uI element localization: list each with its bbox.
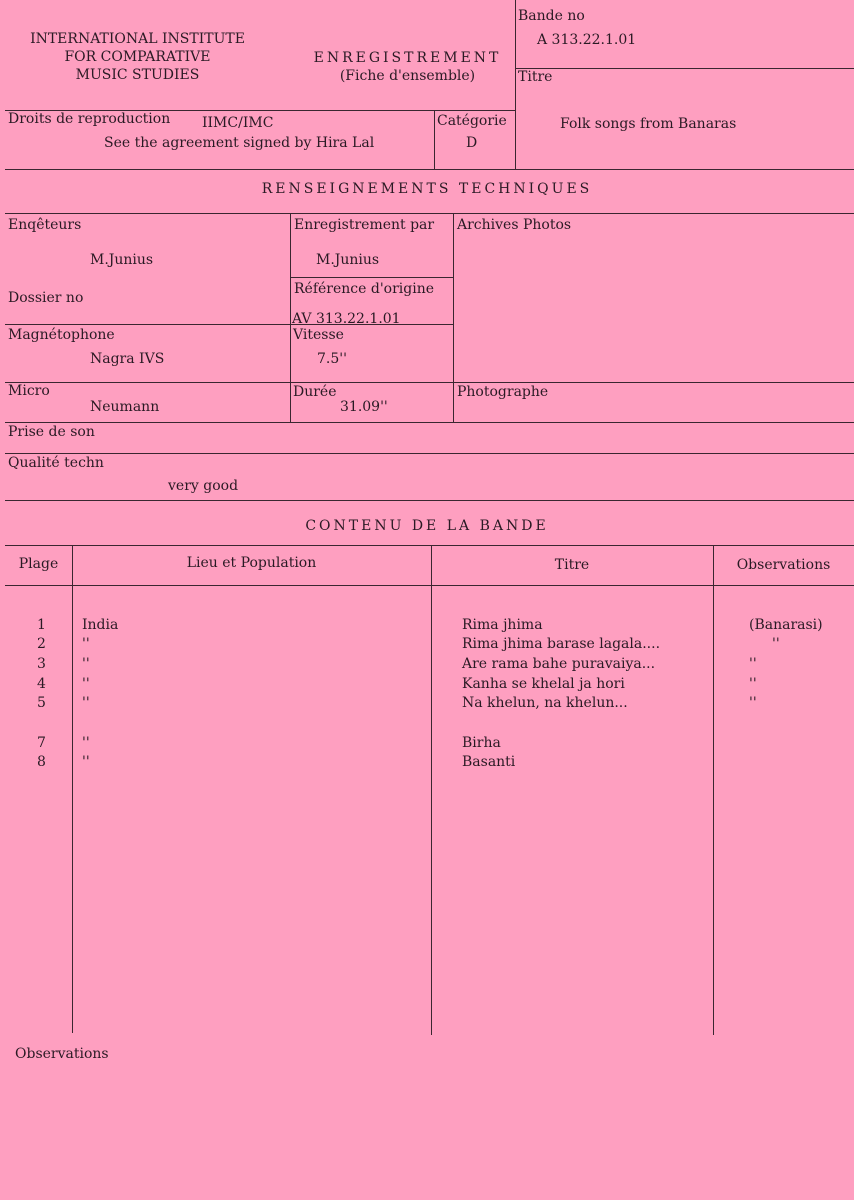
- row-obs: '': [772, 636, 780, 652]
- categorie-value: D: [466, 135, 478, 151]
- magnetophone-label: Magnétophone: [8, 327, 115, 343]
- col-header-titre: Titre: [554, 557, 590, 573]
- duree-value: 31.09'': [340, 399, 388, 415]
- contents-heading-bottom-line: [5, 545, 854, 546]
- bande-value: A 313.22.1.01: [537, 32, 637, 48]
- micro-bottom-line: [5, 422, 854, 423]
- qualite-bottom-line: [5, 500, 854, 501]
- col-header-plage: Plage: [18, 556, 59, 572]
- row-plage: 5: [37, 695, 46, 711]
- tech-col-divider-1: [290, 213, 291, 422]
- row-titre: Rima jhima barase lagala....: [462, 636, 661, 652]
- archives-photos-label: Archives Photos: [457, 217, 572, 233]
- enqueteurs-label: Enqêteurs: [8, 217, 82, 233]
- vitesse-value: 7.5'': [317, 351, 347, 367]
- row-obs: '': [749, 676, 757, 692]
- row-titre: Basanti: [462, 754, 516, 770]
- bande-titre-divider: [515, 68, 854, 69]
- row-lieu: India: [82, 617, 119, 633]
- row-plage: 4: [37, 676, 46, 692]
- row-plage: 7: [37, 735, 46, 751]
- prise-de-son-label: Prise de son: [8, 424, 95, 440]
- institute-name-line1: INTERNATIONAL INSTITUTE: [30, 31, 245, 47]
- droits-value: IIMC/IMC: [202, 115, 274, 131]
- reference-label: Référence d'origine: [294, 281, 435, 297]
- row-titre: Kanha se khelal ja hori: [462, 676, 625, 692]
- magnetophone-bottom-line: [5, 382, 854, 383]
- row-lieu: '': [82, 636, 90, 652]
- row-titre: Birha: [462, 735, 501, 751]
- observations-label: Observations: [15, 1046, 109, 1062]
- contents-heading: CONTENU DE LA BANDE: [305, 518, 549, 534]
- vitesse-label: Vitesse: [293, 327, 344, 343]
- titre-value: Folk songs from Banaras: [560, 116, 737, 132]
- col-header-observations: Observations: [736, 557, 831, 573]
- duree-label: Durée: [293, 384, 337, 400]
- row-lieu: '': [82, 735, 90, 751]
- enqueteurs-value: M.Junius: [90, 252, 154, 268]
- row-plage: 1: [37, 617, 46, 633]
- tech-col-divider-2: [453, 213, 454, 422]
- categorie-divider: [434, 110, 435, 170]
- row-obs: '': [749, 695, 757, 711]
- contents-col-divider-3: [713, 545, 714, 1035]
- titre-label: Titre: [518, 69, 553, 85]
- col-header-lieu: Lieu et Population: [186, 555, 317, 571]
- bande-label: Bande no: [518, 8, 585, 24]
- qualite-value: very good: [168, 478, 239, 494]
- row-lieu: '': [82, 676, 90, 692]
- qualite-label: Qualité techn: [8, 455, 104, 471]
- technical-heading-bottom-line: [5, 213, 854, 214]
- micro-label: Micro: [8, 383, 50, 399]
- row-obs: (Banarasi): [749, 617, 823, 633]
- row-obs: '': [749, 656, 757, 672]
- row-lieu: '': [82, 695, 90, 711]
- contents-col-divider-1: [72, 545, 73, 1033]
- header-bottom-line: [5, 169, 854, 170]
- enregistrement-value: M.Junius: [316, 252, 380, 268]
- row-titre: Na khelun, na khelun...: [462, 695, 628, 711]
- header-right-divider: [515, 0, 516, 170]
- row-titre: Rima jhima: [462, 617, 543, 633]
- contents-col-divider-2: [431, 545, 432, 1035]
- row-plage: 8: [37, 754, 46, 770]
- photographe-label: Photographe: [457, 384, 549, 400]
- institute-name-line3: MUSIC STUDIES: [75, 67, 200, 83]
- categorie-label: Catégorie: [437, 113, 507, 129]
- row-lieu: '': [82, 656, 90, 672]
- row-plage: 2: [37, 636, 46, 652]
- enregistrement-label: Enregistrement par: [294, 217, 435, 233]
- reference-value: AV 313.22.1.01: [292, 311, 401, 327]
- row-titre: Are rama bahe puravaiya...: [462, 656, 656, 672]
- form-subtitle: (Fiche d'ensemble): [339, 68, 476, 84]
- technical-heading: RENSEIGNEMENTS TECHNIQUES: [261, 181, 593, 197]
- magnetophone-value: Nagra IVS: [90, 351, 165, 367]
- row-lieu: '': [82, 754, 90, 770]
- micro-value: Neumann: [90, 399, 160, 415]
- droits-note: See the agreement signed by Hira Lal: [104, 135, 375, 151]
- institute-name-line2: FOR COMPARATIVE: [64, 49, 211, 65]
- row-plage: 3: [37, 656, 46, 672]
- enregistrement-bottom-line: [290, 277, 453, 278]
- form-title: ENREGISTREMENT: [313, 50, 502, 66]
- prise-bottom-line: [5, 453, 854, 454]
- contents-header-bottom-line: [5, 585, 854, 586]
- dossier-label: Dossier no: [8, 290, 84, 306]
- droits-label: Droits de reproduction: [8, 111, 171, 127]
